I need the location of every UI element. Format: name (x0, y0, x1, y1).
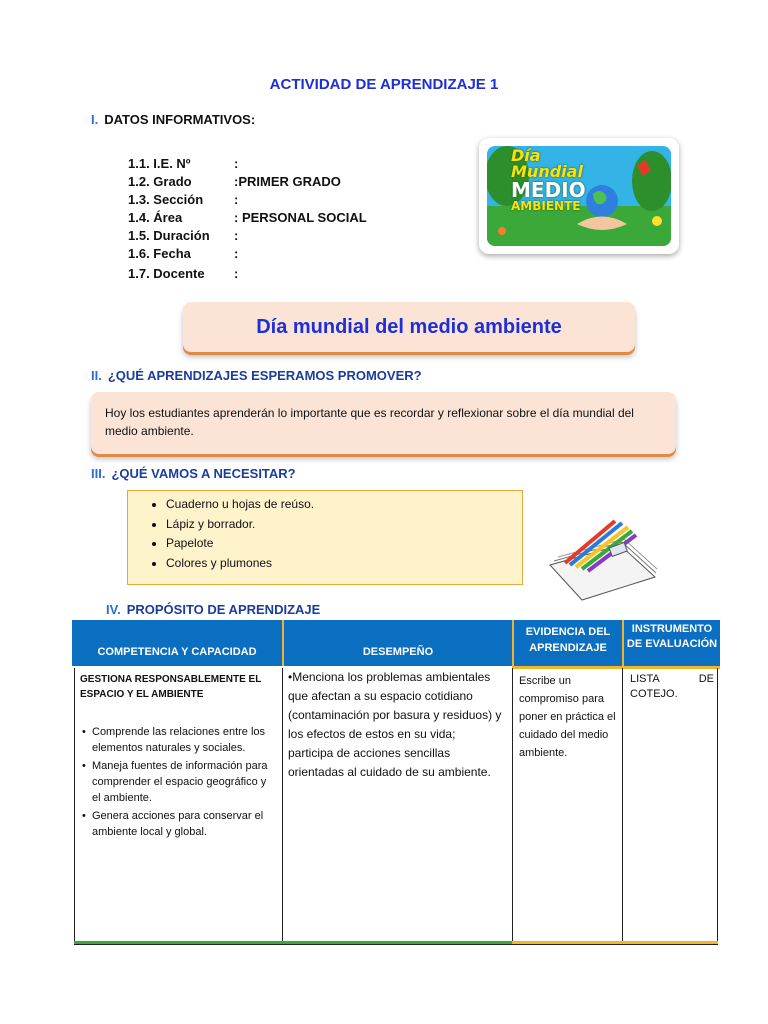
theme-title: Día mundial del medio ambiente (256, 315, 562, 338)
header-divider (282, 620, 284, 666)
column-divider (282, 668, 283, 945)
theme-box (183, 302, 635, 352)
materials-list (128, 491, 522, 573)
column-divider (512, 668, 513, 945)
purpose-table (72, 620, 720, 945)
school-supplies-image (540, 515, 660, 605)
section-necesitar-heading (91, 466, 296, 481)
info-row-seccion: 1.3. Sección : (128, 192, 239, 207)
header-instrumento: INSTRUMENTO DE EVALUACIÓN (626, 623, 718, 650)
section-label: ¿QUÉ VAMOS A NECESITAR? (111, 466, 296, 481)
row-accent-line (512, 941, 718, 944)
learning-description: Hoy los estudiantes aprenderán lo importante que es recordar y reflexionar sobre el día mundial del medio ambiente. (105, 406, 634, 438)
section-number: III. (91, 466, 106, 481)
banner-line3: MEDIO (511, 178, 586, 202)
materials-box (127, 490, 523, 585)
list-item: • Genera acciones para conservar el ambiente local y global. (82, 810, 264, 838)
header-competencia: COMPETENCIA Y CAPACIDAD (97, 646, 257, 658)
info-row-fecha: 1.6. Fecha : (128, 246, 239, 261)
instrumento-cell: LISTA DE COTEJO. (630, 673, 714, 700)
banner-line4: AMBIENTE (511, 199, 581, 213)
header-divider (512, 620, 514, 666)
info-row-duracion: 1.5. Duración : (128, 228, 239, 243)
list-item: • Papelote (166, 534, 522, 554)
list-item: • Cuaderno u hojas de reúso. (166, 495, 522, 515)
banner-line2: Mundial (511, 162, 583, 181)
row-accent-line (282, 941, 512, 944)
desempeno-cell: •Menciona los problemas ambientales que afectan a su espacio cotidiano (contaminación por basura y residuos) y los efectos de estos en su vida; participa de acciones sencillas orientadas al cuidado de su ambiente. (288, 670, 502, 779)
info-row-grado: 1.2. Grado :PRIMER GRADO (128, 174, 341, 189)
header-desempeno: DESEMPEÑO (362, 646, 434, 658)
competencia-cell (80, 672, 276, 842)
header-evidencia: EVIDENCIA DEL APRENDIZAJE (525, 626, 611, 654)
environment-day-banner (479, 138, 679, 254)
section-number: I. (91, 112, 99, 127)
info-row-area: 1.4. Área : PERSONAL SOCIAL (128, 210, 367, 225)
learning-description-box (91, 392, 676, 454)
notebook-pencils-icon (540, 515, 660, 605)
competencia-title: GESTIONA RESPONSABLEMENTE EL ESPACIO Y EL AMBIENTE (80, 674, 262, 700)
section-label: PROPÓSITO DE APRENDIZAJE (126, 602, 321, 617)
header-divider (622, 620, 624, 666)
info-row-ie: 1.1. I.E. Nº : (128, 156, 239, 171)
evidencia-cell: Escribe un compromiso para poner en práctica el cuidado del medio ambiente. (519, 675, 616, 759)
section-label: DATOS INFORMATIVOS: (104, 112, 256, 127)
page-title: ACTIVIDAD DE APRENDIZAJE 1 (269, 76, 499, 93)
capacidades-list (80, 724, 276, 840)
banner-text (511, 148, 586, 212)
column-divider (622, 668, 623, 945)
list-item: • Colores y plumones (166, 554, 522, 574)
info-list (128, 155, 367, 283)
section-number: IV. (106, 602, 121, 617)
section-proposito-heading (106, 602, 320, 617)
section-aprendizajes-heading (91, 368, 422, 383)
row-accent-line (74, 941, 282, 944)
list-item: • Comprende las relaciones entre los elementos naturales y sociales. (82, 726, 266, 754)
banner-line1: Día (511, 146, 541, 165)
list-item: • Maneja fuentes de información para comprender el espacio geográfico y el ambiente. (82, 760, 268, 804)
list-item: • Lápiz y borrador. (166, 515, 522, 535)
section-label: ¿QUÉ APRENDIZAJES ESPERAMOS PROMOVER? (107, 368, 422, 383)
section-datos-heading (91, 112, 255, 127)
section-number: II. (91, 368, 102, 383)
info-row-docente: 1.7. Docente : (128, 266, 239, 281)
banner-image (487, 146, 671, 246)
